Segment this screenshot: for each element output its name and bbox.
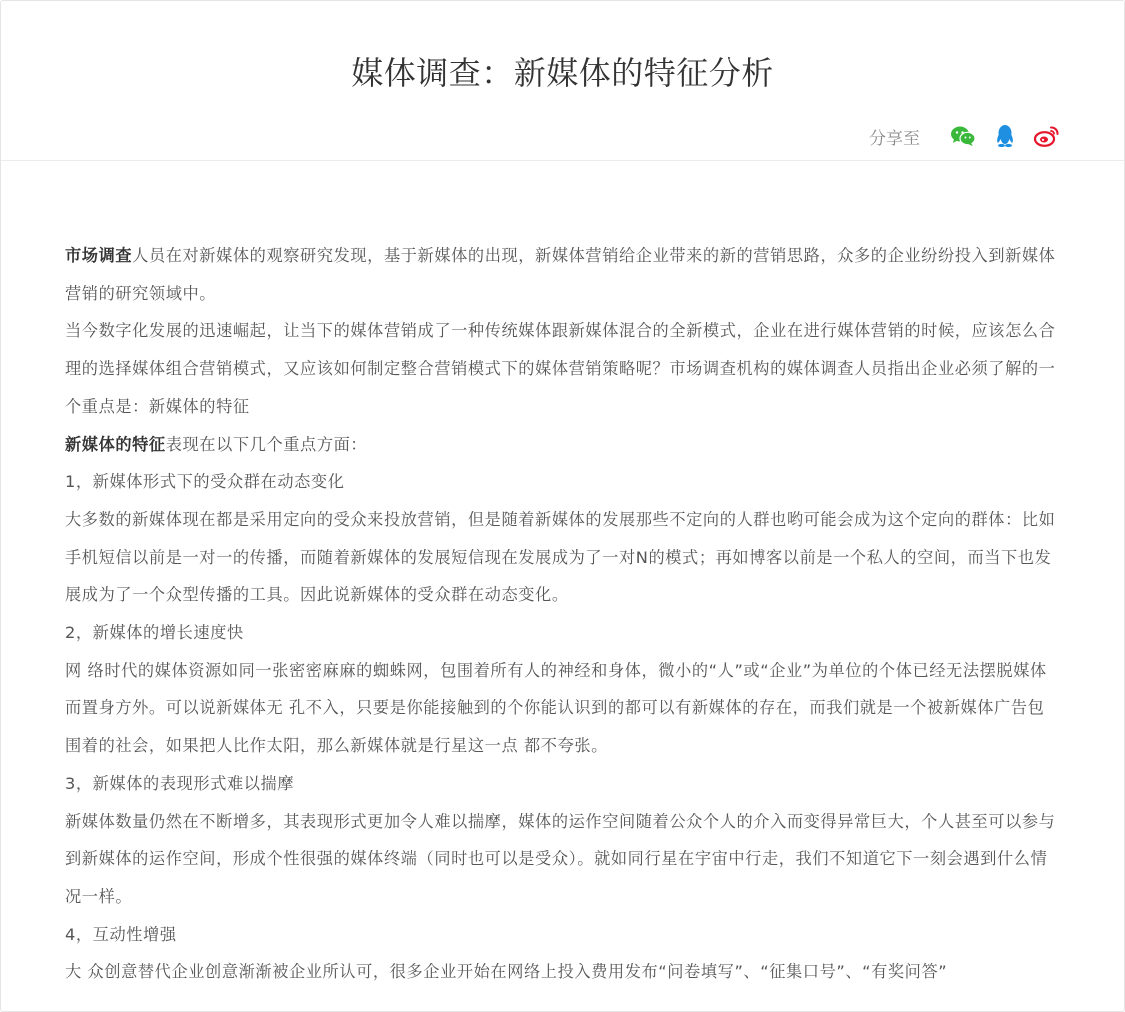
paragraph: 大多数的新媒体现在都是采用定向的受众来投放营销，但是随着新媒体的发展那些不定向的人群也哟可能会成为这个定向的群体：比如手机短信以前是一对一的传播，而随着新媒体的发展短信现在发展成为了一对N的模式；再如博客以前是一个私人的空间，而当下也发展成为了一个众型传播的工具。因此说新媒体的受众群在动态变化。 <box>65 509 1056 605</box>
paragraph-text: 人员在对新媒体的观察研究发现，基于新媒体的出现，新媒体营销给企业带来的新的营销思路，众多的企业纷纷投入到新媒体营销的研究领域中。 <box>65 246 1056 303</box>
qq-icon[interactable] <box>992 123 1018 149</box>
section-heading: 1，新媒体形式下的受众群在动态变化 <box>65 472 345 492</box>
paragraph: 大 众创意替代企业创意渐渐被企业所认可，很多企业开始在网络上投入费用发布“问卷填写”、“征集口号”、“有奖问答” <box>65 962 948 982</box>
wechat-icon[interactable] <box>950 123 976 149</box>
paragraph: 网 络时代的媒体资源如同一张密密麻麻的蜘蛛网，包围着所有人的神经和身体，微小的“人”或“企业”为单位的个体已经无法摆脱媒体而置身方外。可以说新媒体无 孔不入，只要是你能接触到的个你能认识到的都可以有新媒体的存在，而我们就是一个被新媒体广告包围着的社会，如果把人比作太阳，那么新媒体就是行星这一点 都不夸张。 <box>65 660 1047 756</box>
section-heading: 4，互动性增强 <box>65 924 177 944</box>
article-body <box>65 237 1061 991</box>
paragraph <box>65 426 1061 464</box>
bold-term: 新媒体的特征 <box>65 434 166 454</box>
article-header <box>1 1 1124 161</box>
share-label: 分享至 <box>869 128 920 149</box>
weibo-icon[interactable] <box>1034 123 1060 149</box>
paragraph-text: 表现在以下几个重点方面： <box>165 434 368 454</box>
article-title: 媒体调查：新媒体的特征分析 <box>351 54 774 92</box>
paragraph: 当今数字化发展的迅速崛起，让当下的媒体营销成了一种传统媒体跟新媒体混合的全新模式，企业在进行媒体营销的时候，应该怎么合理的选择媒体组合营销模式，又应该如何制定整合营销模式下的媒体营销策略呢？市场调查机构的媒体调查人员指出企业必须了解的一个重点是：新媒体的特征 <box>65 321 1056 416</box>
share-bar <box>869 121 1060 151</box>
section-heading: 3，新媒体的表现形式难以揣摩 <box>65 773 295 793</box>
paragraph <box>65 237 1061 312</box>
market-research-link[interactable]: 市场调查 <box>65 246 133 265</box>
section-heading: 2，新媒体的增长速度快 <box>65 623 244 643</box>
paragraph: 新媒体数量仍然在不断增多，其表现形式更加令人难以揣摩，媒体的运作空间随着公众个人的介入而变得异常巨大，个人甚至可以参与到新媒体的运作空间，形成个性很强的媒体终端（同时也可以是受众）。就如同行星在宇宙中行走，我们不知道它下一刻会遇到什么情况一样。 <box>65 811 1056 906</box>
